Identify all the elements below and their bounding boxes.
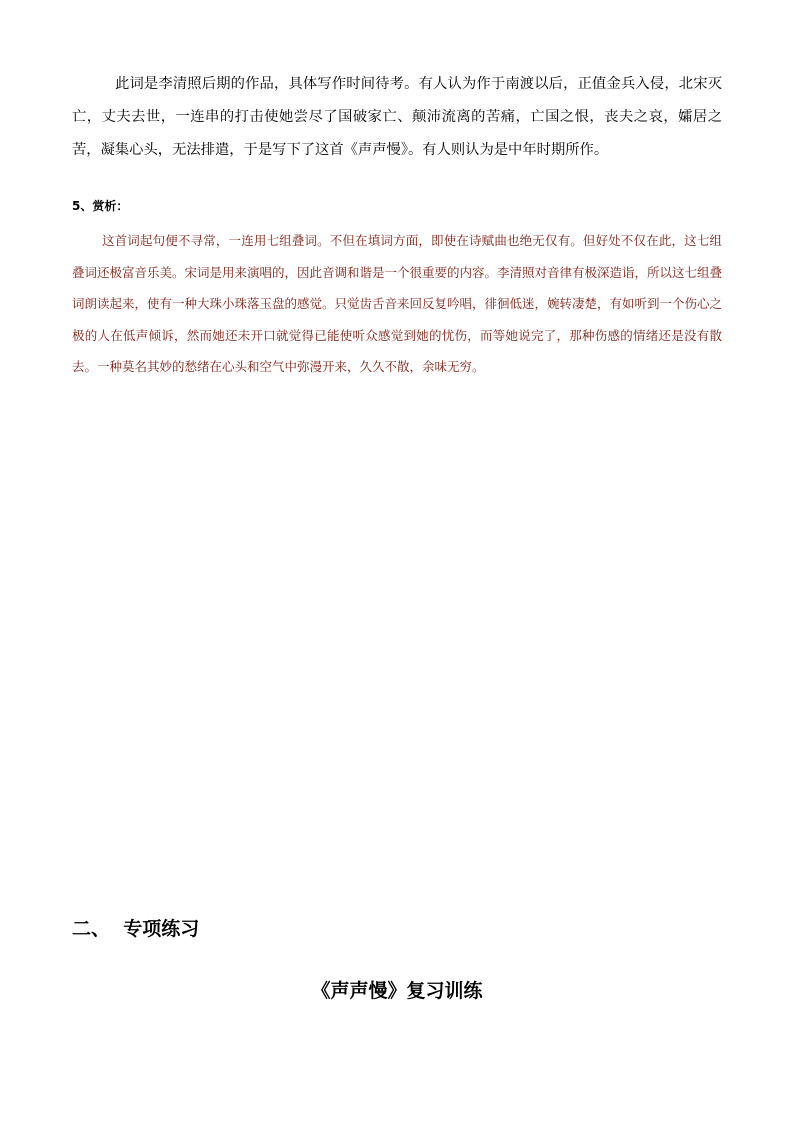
- appreciation-heading: 5、赏析：: [72, 199, 129, 213]
- part-two-heading: 二、 专项练习: [72, 918, 200, 940]
- exercise-title: 《声声慢》复习训练: [311, 980, 483, 1002]
- intro-paragraph: 此词是李清照后期的作品，具体写作时间待考。有人认为作于南渡以后，正值金兵入侵，北宋灭亡，丈夫去世，一连串的打击使她尝尽了国破家亡、颠沛流离的苦痛，亡国之恨，丧夫之哀，孀居之苦，凝集心头，无法排遣，于是写下了这首《声声慢》。有人则认为是中年时期所作。: [72, 76, 722, 158]
- appreciation-paragraph: 这首词起句便不寻常，一连用七组叠词。不但在填词方面，即使在诗赋曲也绝无仅有。但好处不仅在此，这七组叠词还极富音乐美。宋词是用来演唱的，因此音调和谐是一个很重要的内容。李清照对音律有极深造诣，所以这七组叠词朗读起来，使有一种大珠小珠落玉盘的感觉。只觉齿舌音来回反复吟唱，徘徊低迷，婉转凄楚，有如听到一个伤心之极的人在低声倾诉，然而她还未开口就觉得已能使听众感觉到她的忧伤，而等她说完了，那种伤感的情绪还是没有散去。一种莫名其妙的愁绪在心头和空气中弥漫开来，久久不散，余味无穷。: [72, 233, 723, 374]
